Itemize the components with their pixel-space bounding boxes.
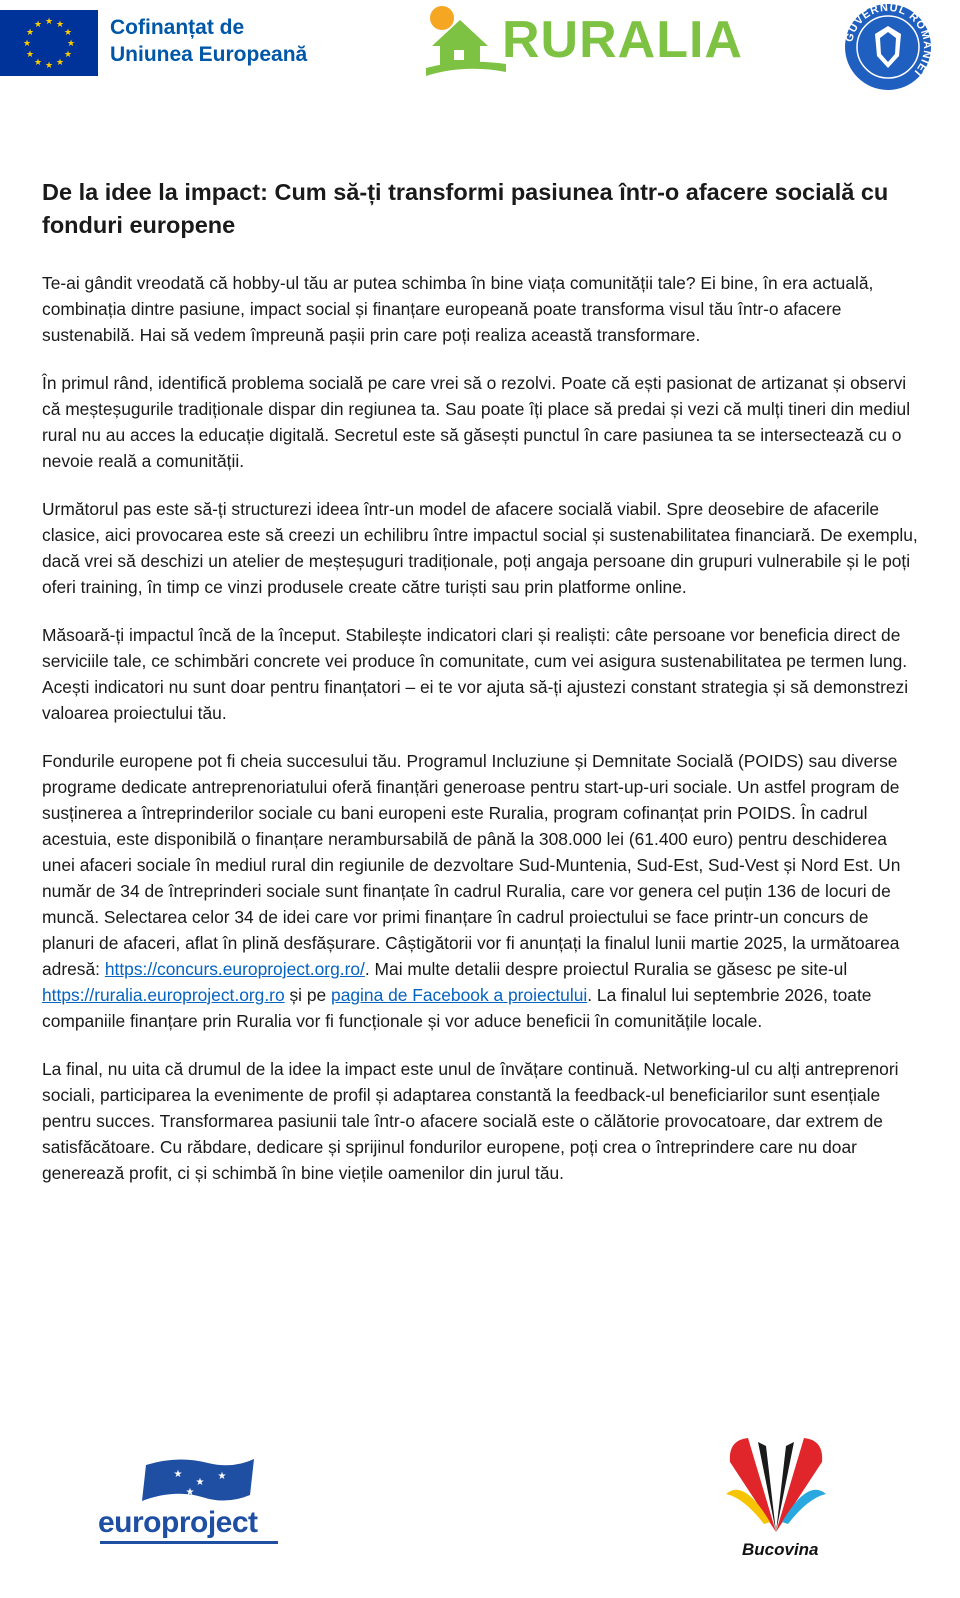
funding-text-part2: . Mai multe detalii despre proiectul Ruralia se găsesc pe site-ul xyxy=(364,959,848,979)
article-paragraph-problem: În primul rând, identifică problema socială pe care vrei să o rezolvi. Poate că ești pasionat de artizanat și observi că meșteșugurile tradiționale dispar din regiunea ta. Sau poate îți place să predai și vezi că mulți tineri din mediul rural nu au acces la educație digitală. Secretul este să găsești punctul în care pasiunea ta se intersectează cu o nevoie reală a comunității. xyxy=(42,373,911,471)
article-title: De la idee la impact: Cum să-ți transformi pasiunea într-o afacere socială cu fonduri europene xyxy=(42,179,889,238)
svg-text:★: ★ xyxy=(33,20,43,30)
svg-text:★: ★ xyxy=(185,1487,195,1498)
article-paragraph-funding xyxy=(42,748,922,1034)
svg-text:★: ★ xyxy=(63,50,73,60)
europroject-underline xyxy=(100,1541,278,1544)
svg-text:★: ★ xyxy=(25,28,35,38)
government-logo-text: GUVERNUL ROMÂNIEI xyxy=(843,2,933,79)
article-paragraph-conclusion: La final, nu uita că drumul de la idee la impact este unul de învățare continuă. Networking-ul cu alți antreprenori sociali, participarea la evenimente de profil și adaptarea constantă la feedback-ul beneficiarilor sunt esențiale pentru succes. Transformarea pasiunii tale într-o afacere socială este o călătorie provocatoare, dar extrem de satisfăcătoare. Cu răbdare, dedicare și sprijinul fondurilor europene, poți crea o întreprindere care nu doar generează profit, ci și schimbă în bine viețile oamenilor din jurul tău. xyxy=(42,1059,899,1183)
svg-text:★: ★ xyxy=(173,1469,183,1480)
ruralia-logo-text: RURALIA xyxy=(502,11,743,69)
svg-text:★: ★ xyxy=(66,39,76,49)
bucovina-emblem-icon xyxy=(724,1432,828,1540)
bucovina-logo-text: Bucovina xyxy=(742,1540,819,1559)
eu-cofinancing-logo xyxy=(0,10,320,76)
funding-text-part1: Fondurile europene pot fi cheia succesului tău. Programul Incluziune și Demnitate Socială (POIDS) sau diverse programe dedicate antreprenoriatului oferă finanțări generoase pentru start-up-uri sociale. Un astfel program de susținerea a întreprinderilor sociale cu bani europeni este Ruralia, program cofinanțat prin POIDS. În cadrul acestuia, este disponibilă o finanțare nerambursabilă de până la 308.000 lei (61.400 euro) pentru deschiderea unei afaceri sociale în mediul rural din regiunile de dezvoltare Sud-Muntenia, Sud-Est, Sud-Vest și Nord Est. Un număr de 34 de întreprinderi sociale sunt finanțate în cadrul Ruralia, care vor genera cel puțin 136 de locuri de muncă. Selectarea celor 34 de idei care vor primi finanțare în cadrul proiectului se face printr-un concurs de planuri de afaceri, aflat în plină desfășurare. Câștigătorii vor fi anunțați la finalul lunii martie 2025, la următoarea adresă: xyxy=(42,751,901,979)
svg-text:★: ★ xyxy=(44,61,54,71)
ruralia-house-icon xyxy=(424,2,508,78)
eu-logo-line2: Uniunea Europeană xyxy=(110,43,308,66)
svg-text:★: ★ xyxy=(44,17,54,27)
svg-text:★: ★ xyxy=(33,58,43,68)
eu-logo-text xyxy=(110,14,307,68)
ruralia-site-link[interactable]: https://ruralia.europroject.org.ro xyxy=(42,985,285,1005)
ruralia-logo xyxy=(424,2,743,82)
svg-text:★: ★ xyxy=(55,58,65,68)
article-paragraph-model: Următorul pas este să-ți structurezi ideea într-un model de afacere socială viabil. Spre deosebire de afacerile clasice, aici provocarea este să creezi un echilibru între impactul social și sustenabilitatea financiară. De exemplu, dacă vrei să deschizi un atelier de meșteșuguri tradiționale, poți angaja persoane din grupuri vulnerabile și le poți oferi training, în timp ce vinzi produsele create către turiști sau prin platforme online. xyxy=(42,499,918,597)
concurs-link[interactable]: https://concurs.europroject.org.ro/ xyxy=(104,959,365,979)
svg-text:★: ★ xyxy=(217,1471,227,1482)
bucovina-logo xyxy=(724,1432,828,1562)
svg-text:★: ★ xyxy=(22,39,32,49)
article-paragraph-intro: Te-ai gândit vreodată că hobby-ul tău ar putea schimba în bine viața comunității tale? Ei bine, în era actuală, combinația dintre pasiune, impact social și finanțare europeană poate transforma visul tău într-o afacere sustenabilă. Hai să vedem împreună pașii prin care poți realiza această transformare. xyxy=(42,273,874,345)
europroject-flag-icon xyxy=(138,1455,258,1511)
eu-logo-line1: Cofinanțat de xyxy=(110,16,245,39)
europroject-logo xyxy=(98,1455,283,1545)
facebook-page-link[interactable]: pagina de Facebook a proiectului xyxy=(331,985,588,1005)
article-body xyxy=(42,176,922,1208)
eu-flag-icon xyxy=(0,10,98,76)
svg-text:★: ★ xyxy=(55,20,65,30)
funding-text-part3: și pe xyxy=(284,985,332,1005)
funding-text-part4: . La finalul lui septembrie 2026, toate companiile finanțare prin Ruralia vor fi funcționale și vor aduce beneficii în comunitățile locale. xyxy=(42,985,872,1031)
svg-text:★: ★ xyxy=(195,1477,205,1488)
romanian-government-logo xyxy=(843,2,933,92)
article-paragraph-impact: Măsoară-ți impactul încă de la început. Stabilește indicatori clari și realiști: câte persoane vor beneficia direct de serviciile tale, ce schimbări concrete vei produce în comunitate, cum vei asigura sustenabilitatea pe termen lung. Acești indicatori nu sunt doar pentru finanțatori – ei te vor ajuta să-ți ajustezi constant strategia și să demonstrezi valoarea proiectului tău. xyxy=(42,625,909,723)
svg-text:★: ★ xyxy=(25,50,35,60)
europroject-logo-text: europroject xyxy=(98,1506,258,1539)
svg-text:★: ★ xyxy=(63,28,73,38)
